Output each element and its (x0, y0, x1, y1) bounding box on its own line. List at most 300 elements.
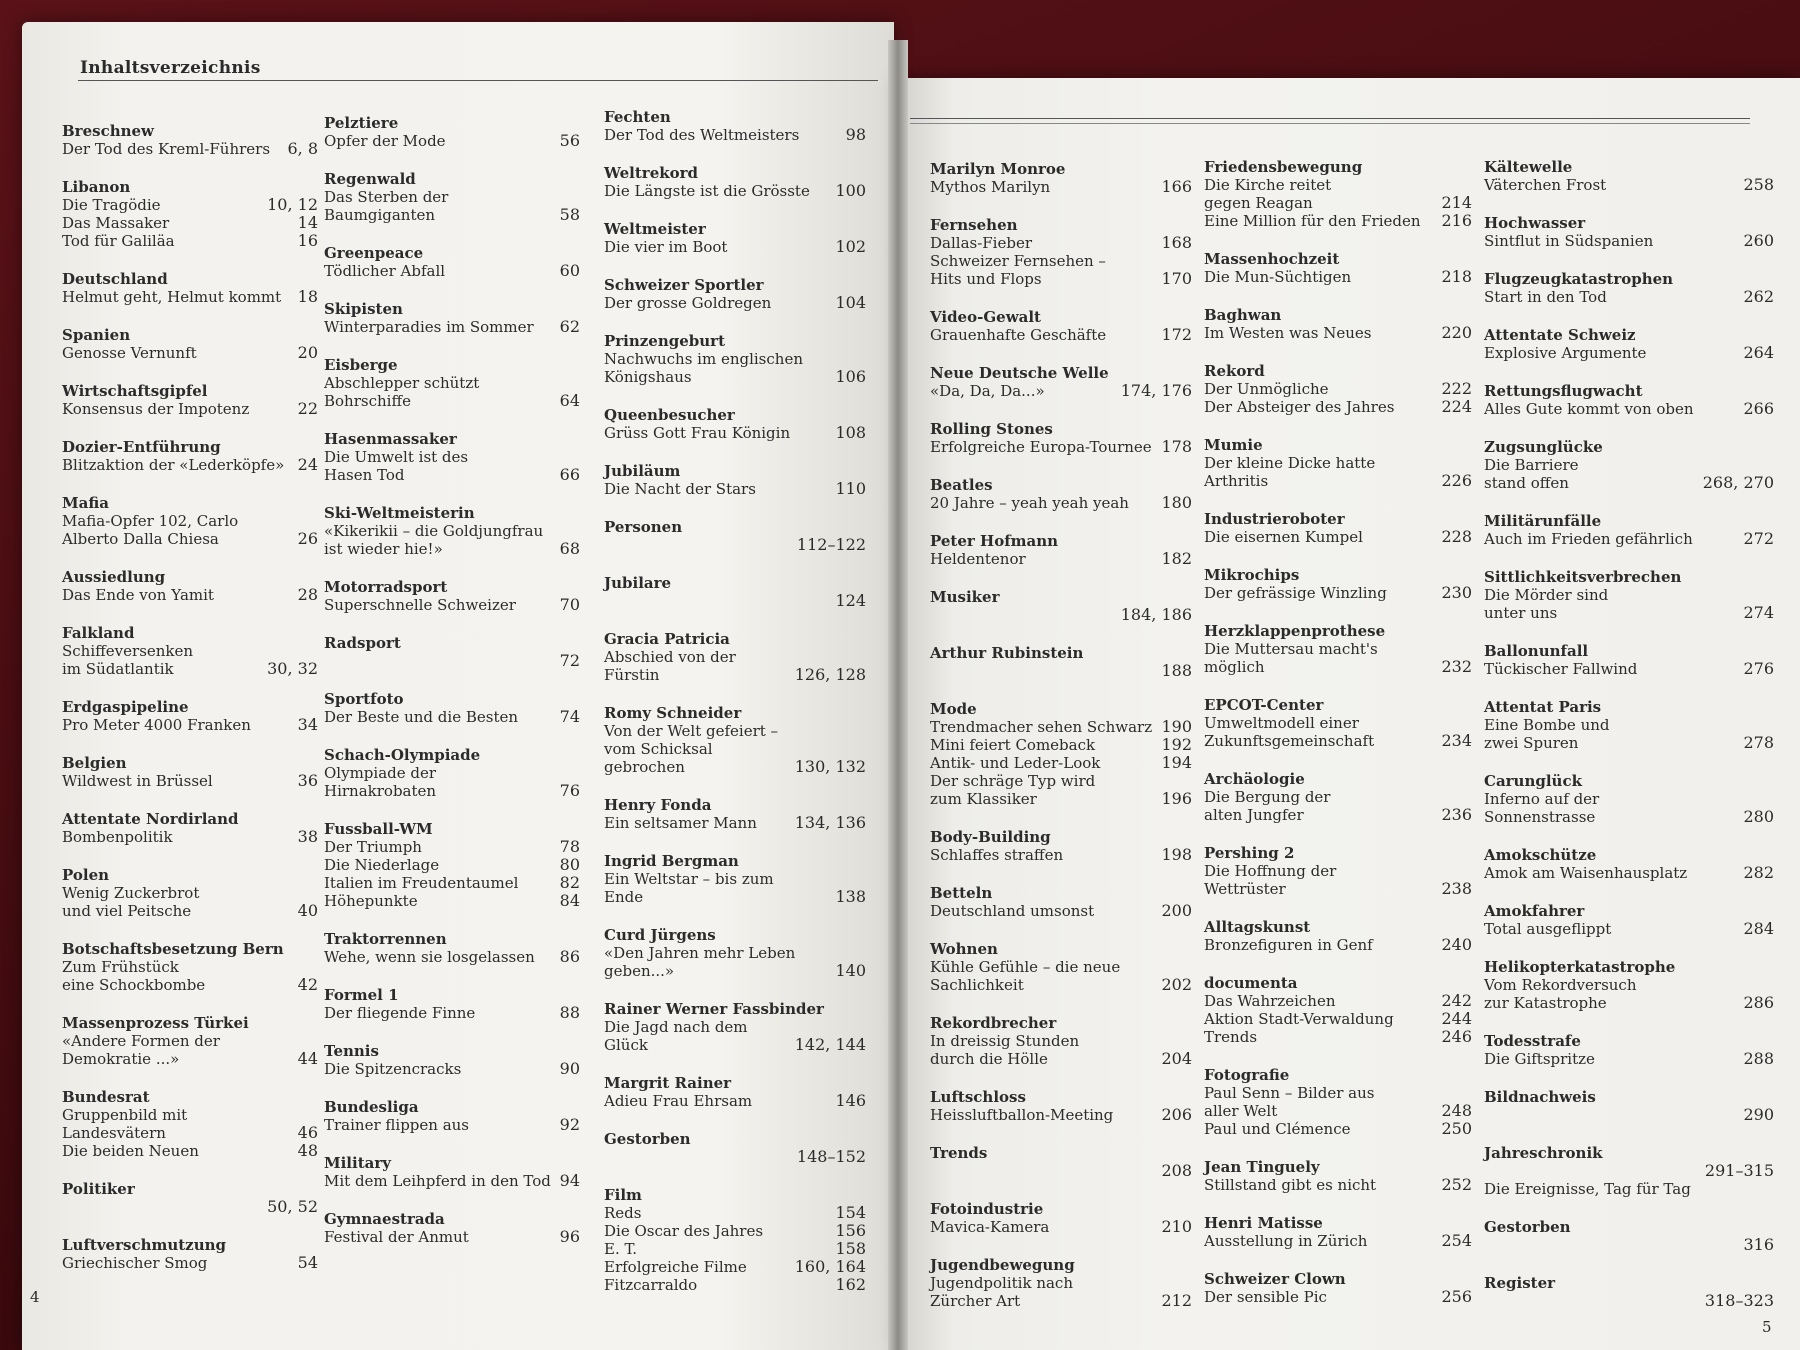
toc-entry-subtitle: Die Hoffnung der (1204, 862, 1337, 880)
toc-entry-subtitle: und viel Peitsche (62, 902, 192, 920)
toc-entry-subtitle: Aktion Stadt-Verwaldung (1204, 1010, 1394, 1028)
toc-page-number: 200 (1161, 901, 1192, 920)
toc-entry-subtitle: Inferno auf der (1484, 790, 1600, 808)
toc-entry-subtitle: Bombenpolitik (62, 828, 173, 846)
toc-entry-subtitle: Vom Rekordversuch (1484, 976, 1637, 994)
page-number-left: 4 (30, 1288, 40, 1306)
toc-page-number: 40 (297, 901, 318, 920)
toc-page-number: 194 (1161, 753, 1192, 772)
toc-entry-line (324, 782, 580, 800)
toc-page-number: 178 (1161, 437, 1192, 456)
toc-entry-subtitle: Der Triumph (324, 838, 422, 856)
toc-entry-subtitle: ist wieder hie!» (324, 540, 443, 558)
toc-entry-title: Ski-Weltmeisterin (324, 504, 475, 522)
toc-entry-line (1204, 880, 1472, 898)
toc-entry-title: Bundesliga (324, 1098, 419, 1116)
toc-entry-line (1204, 1084, 1472, 1102)
toc-page-number: 256 (1441, 1287, 1472, 1306)
toc-entry-subtitle: aller Welt (1204, 1102, 1278, 1120)
toc-entry-line (930, 754, 1192, 772)
toc-entry-subtitle (62, 1198, 261, 1216)
toc-page-number: 90 (559, 1059, 580, 1078)
toc-entry-title: Baghwan (1204, 306, 1282, 324)
toc-page-number: 28 (297, 585, 318, 604)
toc-page-number: 124 (835, 591, 866, 610)
toc-entry (1204, 622, 1472, 676)
toc-entry-subtitle: Alles Gute kommt von oben (1484, 400, 1694, 418)
toc-page-number: 84 (559, 891, 580, 910)
toc-entry-title: Motorradsport (324, 578, 448, 596)
header-rule-right (910, 118, 1750, 119)
toc-entry-line (1204, 992, 1472, 1010)
toc-entry (62, 438, 318, 474)
toc-entry-title: Rekord (1204, 362, 1265, 380)
toc-entry-subtitle: durch die Hölle (930, 1050, 1048, 1068)
toc-entry-subtitle: Landesvätern (62, 1124, 166, 1142)
toc-entry (324, 504, 580, 558)
toc-entry-title: Belgien (62, 754, 127, 772)
toc-page-number: 96 (559, 1227, 580, 1246)
toc-page-number: 134, 136 (794, 813, 866, 832)
toc-page-number: 272 (1743, 529, 1774, 548)
toc-column-1 (62, 122, 318, 1292)
toc-entry-subtitle: Sachlichkeit (930, 976, 1024, 994)
toc-entry (930, 588, 1192, 624)
toc-entry (62, 494, 318, 548)
toc-entry-line (62, 1106, 318, 1124)
toc-entry (1204, 158, 1472, 230)
toc-entry (604, 796, 866, 832)
toc-entry-subtitle (1484, 1106, 1737, 1124)
toc-entry-line (324, 466, 580, 484)
toc-entry-subtitle: Deutschland umsonst (930, 902, 1095, 920)
toc-entry-line (1484, 474, 1774, 492)
toc-page-number: 110 (835, 479, 866, 498)
toc-entry-line (1204, 936, 1472, 954)
toc-entry-title: Jugendbewegung (930, 1256, 1075, 1274)
toc-entry-title: Ballonunfall (1484, 642, 1589, 660)
toc-entry-line (324, 1004, 580, 1022)
toc-entry (62, 1180, 318, 1216)
toc-entry-subtitle: Trendmacher sehen Schwarz (930, 718, 1153, 736)
toc-entry-title: Betteln (930, 884, 993, 902)
toc-entry-subtitle: Grauenhafte Geschäfte (930, 326, 1107, 344)
toc-page-number: 60 (559, 261, 580, 280)
toc-entry-line (1204, 1102, 1472, 1120)
toc-entry-subtitle: Alberto Dalla Chiesa (62, 530, 219, 548)
toc-entry-line (324, 856, 580, 874)
toc-entry-title: Pelztiere (324, 114, 399, 132)
toc-entry (930, 1144, 1192, 1180)
toc-entry-subtitle: gegen Reagan (1204, 194, 1313, 212)
toc-page-number: 230 (1441, 583, 1472, 602)
toc-entry-subtitle: Wenig Zuckerbrot (62, 884, 200, 902)
toc-entry-subtitle: Im Westen was Neues (1204, 324, 1372, 342)
toc-page-number: 174, 176 (1120, 381, 1192, 400)
toc-entry-title: Attentat Paris (1484, 698, 1602, 716)
toc-entry-line (62, 772, 318, 790)
toc-page-number: 290 (1743, 1105, 1774, 1124)
toc-entry-line (604, 666, 866, 684)
toc-entry (930, 644, 1192, 680)
toc-entry-line (62, 1254, 318, 1272)
toc-entry-subtitle: Festival der Anmut (324, 1228, 469, 1246)
toc-entry-line (1484, 734, 1774, 752)
toc-entry-title: Jean Tinguely (1204, 1158, 1320, 1176)
toc-entry-subtitle: Winterparadies im Sommer (324, 318, 534, 336)
toc-entry (324, 356, 580, 410)
toc-entry-title: Jahreschronik (1484, 1144, 1603, 1162)
toc-entry-line (930, 494, 1192, 512)
toc-entry-title: Luftverschmutzung (62, 1236, 227, 1254)
toc-page-number: 192 (1161, 735, 1192, 754)
toc-entry (1484, 1274, 1774, 1310)
toc-page-number: 18 (297, 287, 318, 306)
toc-entry (324, 1154, 580, 1190)
toc-entry-subtitle: Reds (604, 1204, 642, 1222)
toc-entry-line (62, 586, 318, 604)
toc-entry-title: Regenwald (324, 170, 416, 188)
toc-entry-line (324, 874, 580, 892)
toc-page-number: 70 (559, 595, 580, 614)
toc-entry-title: Carunglück (1484, 772, 1582, 790)
toc-page-number: 218 (1441, 267, 1472, 286)
toc-entry-subtitle: Amok am Waisenhausplatz (1484, 864, 1688, 882)
toc-entry-title: Falkland (62, 624, 135, 642)
toc-entry-line (1204, 398, 1472, 416)
header-rule (78, 80, 878, 81)
toc-entry (62, 810, 318, 846)
toc-entry-subtitle: Der kleine Dicke hatte (1204, 454, 1376, 472)
toc-entry-title: Hasenmassaker (324, 430, 457, 448)
toc-entry-subtitle: Die Tragödie (62, 196, 161, 214)
toc-entry-title: Deutschland (62, 270, 168, 288)
toc-entry-line (604, 648, 866, 666)
toc-entry (324, 1042, 580, 1078)
toc-page-number: 214 (1441, 193, 1472, 212)
toc-entry-line (930, 1032, 1192, 1050)
toc-page-number: 162 (835, 1275, 866, 1294)
toc-entry-title: Amokschütze (1484, 846, 1597, 864)
toc-entry (324, 170, 580, 224)
toc-entry-subtitle: Der grosse Goldregen (604, 294, 772, 312)
toc-page-number: 58 (559, 205, 580, 224)
toc-entry-subtitle: «Kikerikii – die Goldjungfrau (324, 522, 544, 540)
toc-entry-line (604, 814, 866, 832)
toc-page-number: 222 (1441, 379, 1472, 398)
toc-page-number: 74 (559, 707, 580, 726)
toc-entry (930, 940, 1192, 994)
toc-page-number: 108 (835, 423, 866, 442)
toc-entry-title: Archäologie (1204, 770, 1305, 788)
toc-entry (1484, 214, 1774, 250)
toc-column-5 (1204, 158, 1472, 1326)
toc-entry-line (1204, 176, 1472, 194)
toc-entry (930, 364, 1192, 400)
toc-entry-line (1484, 1162, 1774, 1180)
toc-entry-line (1484, 288, 1774, 306)
toc-entry-subtitle: eine Schockbombe (62, 976, 206, 994)
toc-entry-subtitle: Der gefrässige Winzling (1204, 584, 1387, 602)
toc-entry-subtitle: Fitzcarraldo (604, 1276, 698, 1294)
toc-entry-line (930, 178, 1192, 196)
toc-page-number: 80 (559, 855, 580, 874)
toc-entry (1204, 250, 1472, 286)
toc-entry-line (62, 214, 318, 232)
toc-entry-subtitle (930, 1162, 1155, 1180)
toc-entry-line (324, 262, 580, 280)
toc-entry-line (1204, 658, 1472, 676)
toc-page-number: 46 (297, 1123, 318, 1142)
toc-page-number: 278 (1743, 733, 1774, 752)
toc-entry-title: Attentate Schweiz (1484, 326, 1636, 344)
toc-entry-line (324, 596, 580, 614)
toc-entry-line (62, 828, 318, 846)
toc-entry-title: EPCOT-Center (1204, 696, 1324, 714)
toc-entry (604, 852, 866, 906)
toc-entry-subtitle: alten Jungfer (1204, 806, 1304, 824)
toc-entry-line (62, 1050, 318, 1068)
toc-entry-subtitle: Die Niederlage (324, 856, 440, 874)
toc-page-number: 54 (297, 1253, 318, 1272)
toc-entry (324, 1098, 580, 1134)
toc-column-3 (604, 108, 866, 1314)
toc-entry-line (604, 126, 866, 144)
toc-entry-title: Pershing 2 (1204, 844, 1295, 862)
toc-entry-title: Rolling Stones (930, 420, 1053, 438)
toc-entry-line (324, 522, 580, 540)
toc-page-number: 226 (1441, 471, 1472, 490)
book-gutter (888, 40, 908, 1350)
toc-entry-title: Curd Jürgens (604, 926, 716, 944)
toc-entry-subtitle: Die eisernen Kumpel (1204, 528, 1363, 546)
toc-entry-subtitle: Ein seltsamer Mann (604, 814, 757, 832)
toc-entry-title: Prinzengeburt (604, 332, 726, 350)
toc-entry-title: Video-Gewalt (930, 308, 1041, 326)
toc-entry (1484, 1032, 1774, 1068)
toc-entry-title: Queenbesucher (604, 406, 735, 424)
toc-entry-subtitle: Zürcher Art (930, 1292, 1021, 1310)
toc-entry (1204, 436, 1472, 490)
toc-entry-line (62, 660, 318, 678)
toc-entry-line (604, 238, 866, 256)
toc-entry-line (604, 294, 866, 312)
toc-entry (62, 382, 318, 418)
toc-entry-line (1484, 344, 1774, 362)
toc-entry (1484, 158, 1774, 194)
toc-page-number: 288 (1743, 1049, 1774, 1068)
toc-entry (1484, 1088, 1774, 1124)
toc-entry-title: Skipisten (324, 300, 403, 318)
toc-page-number: 68 (559, 539, 580, 558)
toc-entry-subtitle: Jugendpolitik nach (930, 1274, 1073, 1292)
toc-entry-line (930, 1292, 1192, 1310)
toc-entry (604, 704, 866, 776)
toc-entry (62, 178, 318, 250)
toc-page-number: 140 (835, 961, 866, 980)
toc-entry-line (324, 540, 580, 558)
toc-entry-line (930, 234, 1192, 252)
toc-entry-line (324, 188, 580, 206)
toc-page-number: 160, 164 (794, 1257, 866, 1276)
toc-entry-line (930, 1050, 1192, 1068)
toc-entry-subtitle: Ein Weltstar – bis zum (604, 870, 774, 888)
toc-entry-subtitle: Königshaus (604, 368, 692, 386)
toc-entry-title: Bildnachweis (1484, 1088, 1596, 1106)
toc-page-number: 94 (559, 1171, 580, 1190)
toc-entry-line (62, 140, 318, 158)
toc-entry (324, 746, 580, 800)
toc-entry-line (62, 512, 318, 530)
toc-entry-title: Alltagskunst (1204, 918, 1311, 936)
toc-entry-line (1204, 268, 1472, 286)
toc-page-number: 274 (1743, 603, 1774, 622)
toc-page-number: 286 (1743, 993, 1774, 1012)
toc-entry-line (324, 948, 580, 966)
toc-entry-subtitle: Erfolgreiche Europa-Tournee (930, 438, 1152, 456)
toc-entry-title: Attentate Nordirland (62, 810, 239, 828)
toc-page-number: 100 (835, 181, 866, 200)
toc-entry (1204, 1066, 1472, 1138)
toc-entry-line (930, 550, 1192, 568)
toc-entry-line (1204, 212, 1472, 230)
toc-entry-line (1484, 790, 1774, 808)
toc-entry-line (1204, 862, 1472, 880)
toc-entry-line (1484, 864, 1774, 882)
toc-entry-subtitle: Tückischer Fallwind (1484, 660, 1638, 678)
toc-entry-line (930, 270, 1192, 288)
toc-entry-line (1204, 714, 1472, 732)
toc-entry-line (1204, 1176, 1472, 1194)
toc-entry (930, 476, 1192, 512)
toc-entry-title: Massenprozess Türkei (62, 1014, 249, 1032)
toc-page-number: 26 (297, 529, 318, 548)
toc-entry-line (930, 438, 1192, 456)
toc-entry-line (1204, 788, 1472, 806)
toc-page-number: 316 (1743, 1235, 1774, 1254)
toc-page-number: 268, 270 (1702, 473, 1774, 492)
toc-entry (62, 624, 318, 678)
toc-entry-subtitle: Kühle Gefühle – die neue (930, 958, 1121, 976)
toc-entry-subtitle: Paul Senn – Bilder aus (1204, 1084, 1375, 1102)
toc-entry-title: Rainer Werner Fassbinder (604, 1000, 824, 1018)
toc-entry-line (324, 838, 580, 856)
toc-entry-subtitle: Die Giftspritze (1484, 1050, 1595, 1068)
toc-entry-subtitle: Glück (604, 1036, 648, 1054)
toc-entry-subtitle: Die Nacht der Stars (604, 480, 756, 498)
toc-entry-line (1484, 994, 1774, 1012)
toc-entry-subtitle: Superschnelle Schweizer (324, 596, 516, 614)
toc-entry-subtitle: Ausstellung in Zürich (1204, 1232, 1368, 1250)
toc-entry-line (930, 958, 1192, 976)
toc-page-number: 112–122 (796, 535, 866, 554)
toc-entry-line (604, 424, 866, 442)
toc-entry-title: Peter Hofmann (930, 532, 1059, 550)
toc-entry (1484, 512, 1774, 548)
toc-page-number: 10, 12 (267, 195, 318, 214)
toc-entry-subtitle: Schiffeversenken (62, 642, 194, 660)
toc-page-number: 180 (1161, 493, 1192, 512)
toc-entry (930, 308, 1192, 344)
toc-page-number: 264 (1743, 343, 1774, 362)
header-rule-right-thin (910, 123, 1750, 124)
toc-entry-subtitle: Bronzefiguren in Genf (1204, 936, 1373, 954)
toc-entry-title: Greenpeace (324, 244, 424, 262)
toc-entry-subtitle: Heldentenor (930, 550, 1026, 568)
toc-entry-subtitle: Die Muttersau macht's (1204, 640, 1378, 658)
toc-entry-line (1204, 1028, 1472, 1046)
toc-entry-title: Mafia (62, 494, 109, 512)
toc-entry-title: Herzklappenprothese (1204, 622, 1386, 640)
toc-page-number: 190 (1161, 717, 1192, 736)
toc-entry-line (1204, 380, 1472, 398)
toc-entry (604, 164, 866, 200)
toc-entry (604, 108, 866, 144)
toc-entry-subtitle: Pro Meter 4000 Franken (62, 716, 251, 734)
toc-entry-line (1484, 920, 1774, 938)
toc-entry-title: Personen (604, 518, 683, 536)
toc-page-number: 234 (1441, 731, 1472, 750)
toc-entry-subtitle: Sonnenstrasse (1484, 808, 1596, 826)
toc-page-number: 76 (559, 781, 580, 800)
toc-entry-line (930, 662, 1192, 680)
toc-entry-line (930, 1218, 1192, 1236)
toc-page-number: 258 (1743, 175, 1774, 194)
toc-entry-line (62, 884, 318, 902)
toc-page-number: 158 (835, 1239, 866, 1258)
toc-entry (1484, 902, 1774, 938)
toc-entry (930, 1200, 1192, 1236)
toc-entry-title: Wirtschaftsgipfel (62, 382, 208, 400)
toc-entry-line (930, 1106, 1192, 1124)
toc-page-number: 14 (297, 213, 318, 232)
toc-entry-title: Hochwasser (1484, 214, 1586, 232)
toc-entry (324, 578, 580, 614)
toc-entry-line (1484, 1236, 1774, 1254)
toc-entry-line (1484, 808, 1774, 826)
toc-entry (1204, 696, 1472, 750)
toc-entry-subtitle: Von der Welt gefeiert – (604, 722, 779, 740)
toc-entry-title: Henry Fonda (604, 796, 712, 814)
toc-entry-subtitle: Olympiade der (324, 764, 437, 782)
toc-entry-title: Sportfoto (324, 690, 404, 708)
toc-entry-line (62, 288, 318, 306)
toc-entry-title: Jubilare (604, 574, 672, 592)
toc-entry-subtitle: Die vier im Boot (604, 238, 728, 256)
toc-entry-title: Erdgaspipeline (62, 698, 189, 716)
toc-entry-line (1484, 586, 1774, 604)
toc-entry-title: Mode (930, 700, 977, 718)
toc-entry-line (324, 1172, 580, 1190)
toc-page-number: 146 (835, 1091, 866, 1110)
toc-page-number: 50, 52 (267, 1197, 318, 1216)
toc-entry-subtitle: Arthritis (1204, 472, 1269, 490)
toc-entry-subtitle: Die Kirche reitet (1204, 176, 1332, 194)
toc-entry-subtitle: Umweltmodell einer (1204, 714, 1359, 732)
toc-entry-title: Gracia Patricia (604, 630, 730, 648)
toc-entry-subtitle: Der Tod des Kreml-Führers (62, 140, 271, 158)
toc-entry-line (62, 196, 318, 214)
toc-entry (1484, 846, 1774, 882)
toc-page-number: 236 (1441, 805, 1472, 824)
toc-entry-line (930, 326, 1192, 344)
toc-entry-line (1484, 604, 1774, 622)
toc-entry-subtitle: Die Barriere (1484, 456, 1579, 474)
toc-page-number: 30, 32 (267, 659, 318, 678)
toc-entry-title: Gestorben (1484, 1218, 1571, 1236)
toc-entry-title: Schach-Olympiade (324, 746, 481, 764)
toc-entry-line (1204, 528, 1472, 546)
